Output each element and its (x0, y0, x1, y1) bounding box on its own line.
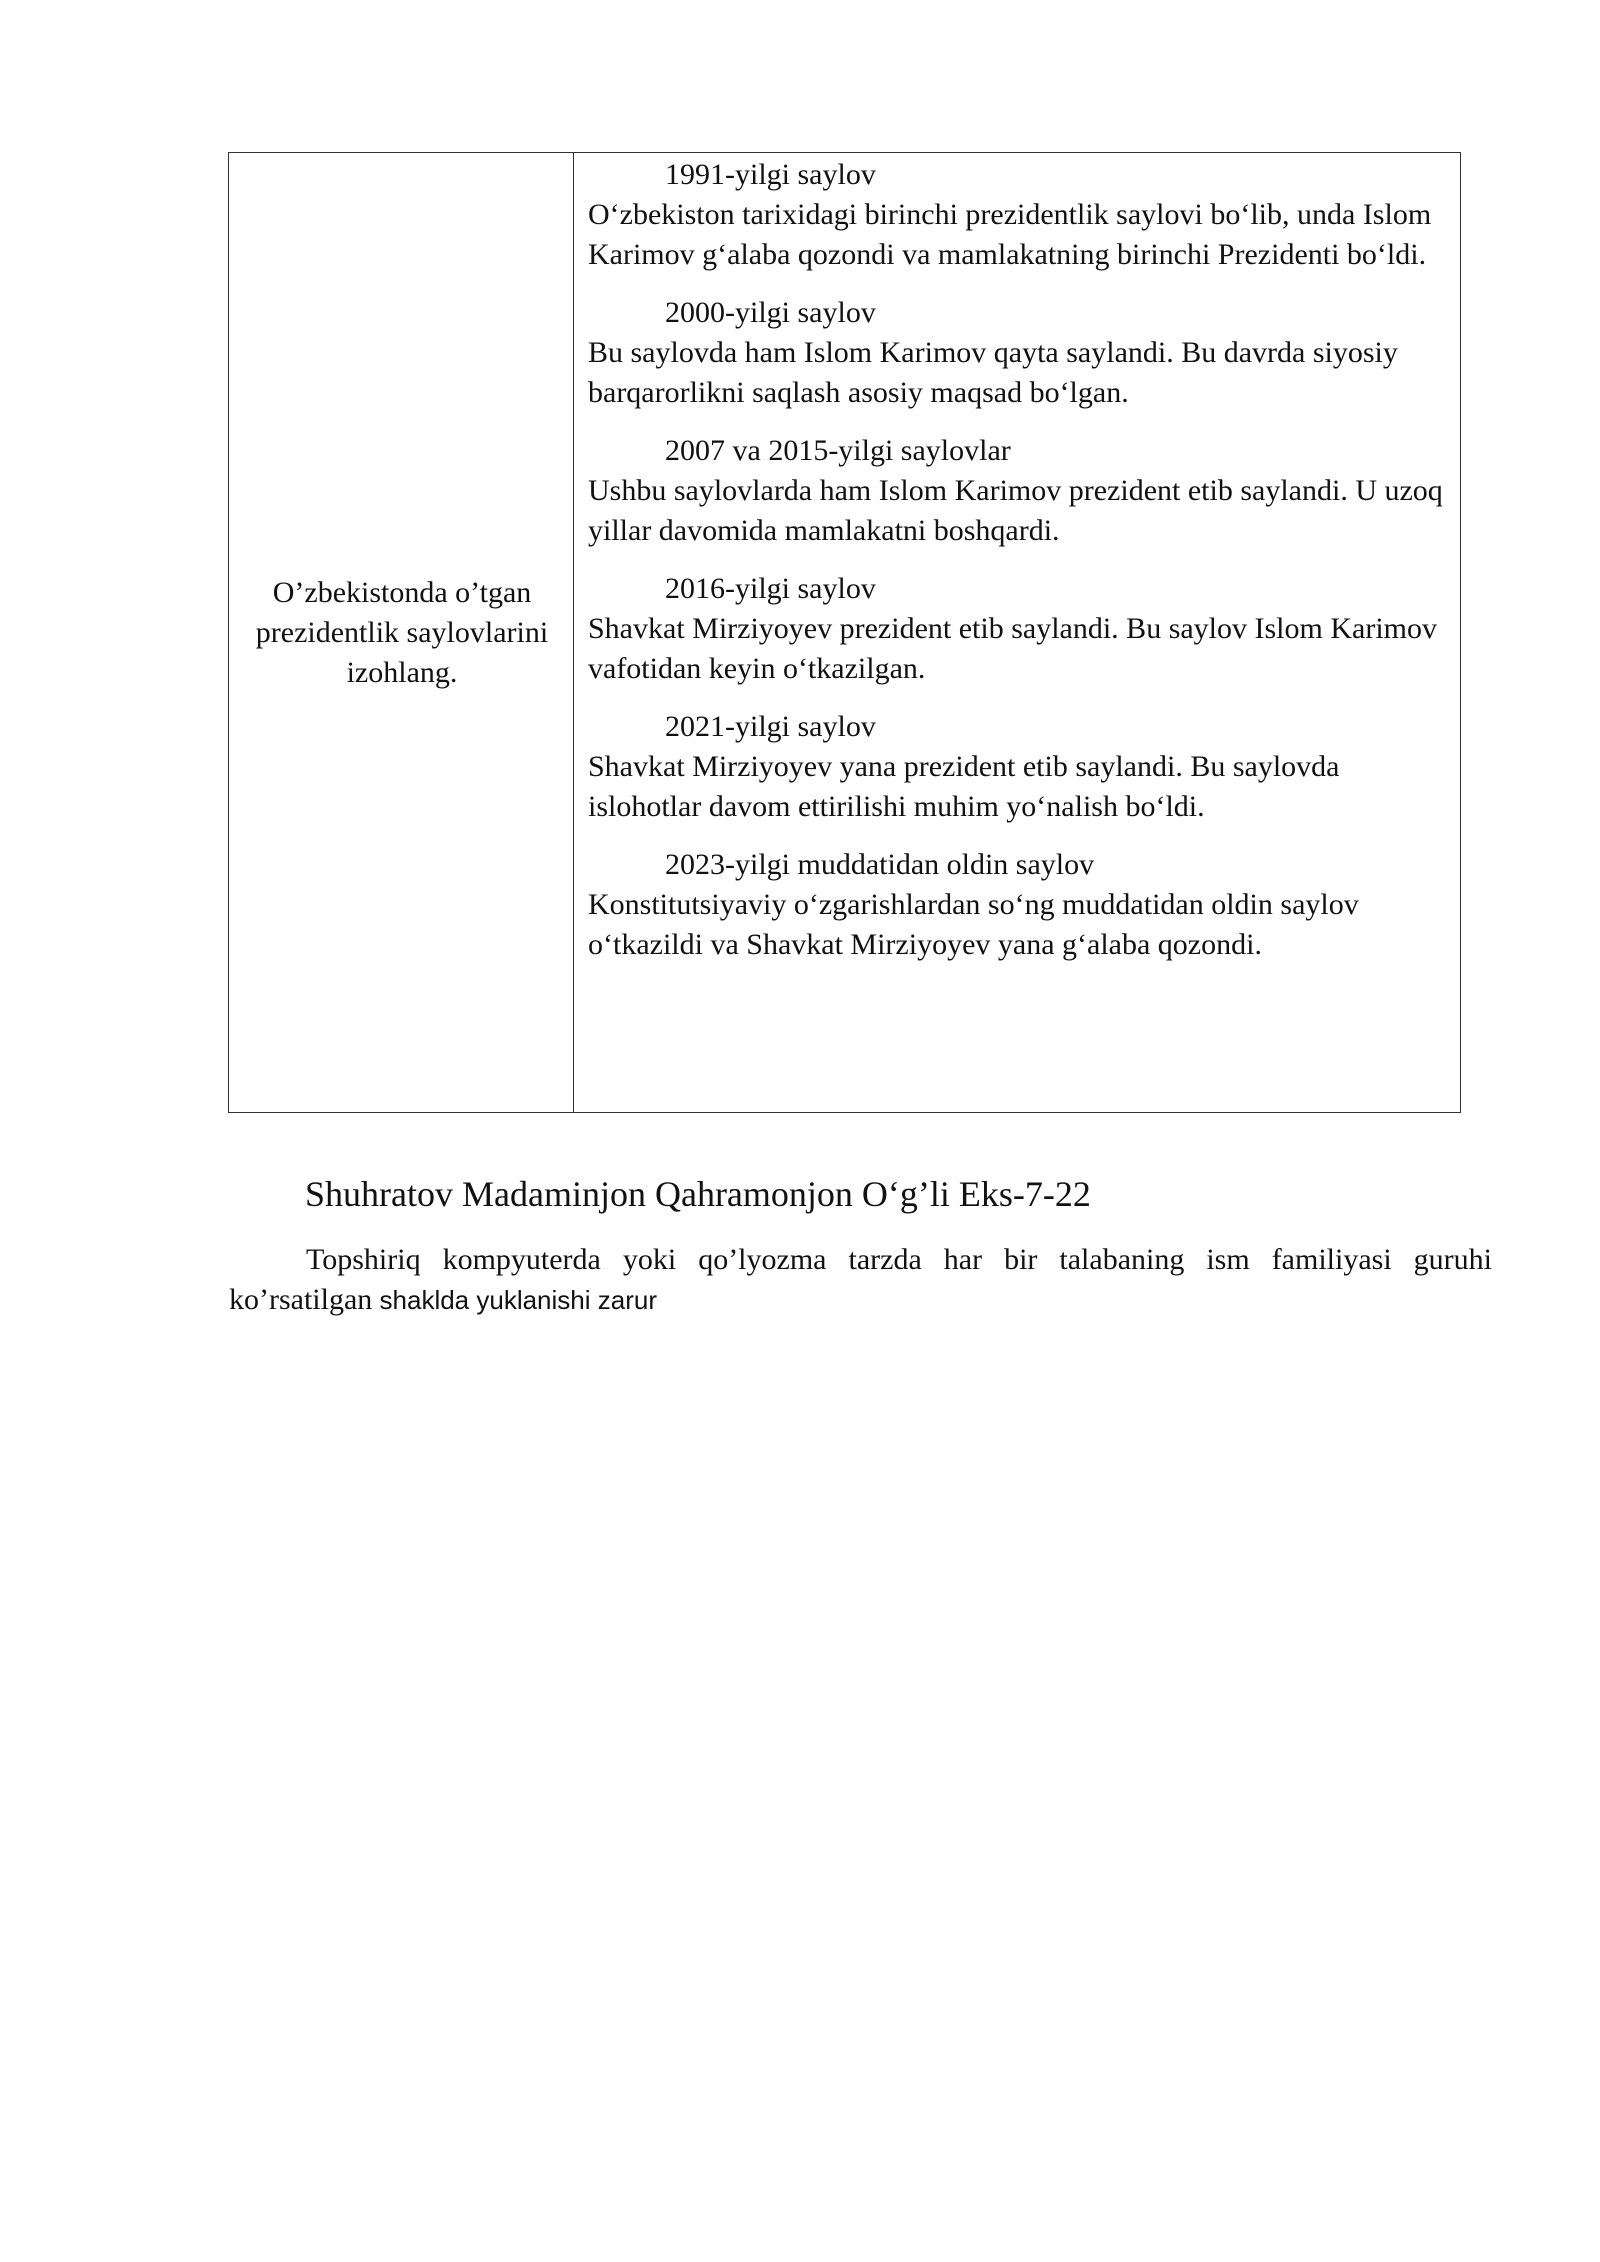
instruction-text-sans: shaklda yuklanishi zarur (372, 1285, 657, 1315)
election-body: Ushbu saylovlarda ham Islom Karimov prezident etib saylandi. U uzoq yillar davomida mamlakatni boshqardi. (588, 474, 1443, 547)
instruction-line: Topshiriq kompyuterda yoki qo’lyozma tarzda har bir talabaning ism familiyasi guruhi (306, 1243, 1492, 1276)
election-heading: 1991-yilgi saylov (665, 158, 876, 191)
election-body: Konstitutsiyaviy o‘zgarishlardan so‘ng muddatidan oldin saylov o‘tkazildi va Shavkat Mirziyoyev yana g‘alaba qozondi. (588, 888, 1359, 961)
question-text: O’zbekistonda o’tgan prezidentlik saylovlarini izohlang. (255, 575, 549, 689)
instruction-text-serif: ko’rsatilgan (229, 1283, 373, 1316)
election-body: Bu saylovda ham Islom Karimov qayta saylandi. Bu davrda siyosiy barqarorlikni saqlash asosiy maqsad bo‘lgan. (588, 336, 1398, 409)
election-heading: 2021-yilgi saylov (665, 710, 876, 743)
election-body: Shavkat Mirziyoyev prezident etib saylandi. Bu saylov Islom Karimov vafotidan keyin o‘tkazilgan. (588, 612, 1437, 685)
election-entry (588, 845, 1446, 965)
election-entry (588, 293, 1446, 413)
election-body: Shavkat Mirziyoyev yana prezident etib saylandi. Bu saylovda islohotlar davom ettirilishi muhim yo‘nalish bo‘ldi. (588, 750, 1340, 823)
question-cell (229, 153, 574, 1113)
instruction-line (229, 1280, 1492, 1320)
election-heading: 2016-yilgi saylov (665, 572, 876, 605)
election-heading: 2000-yilgi saylov (665, 296, 876, 329)
election-entry (588, 431, 1446, 551)
table-row (229, 153, 1461, 1113)
answers-cell (574, 153, 1461, 1113)
election-heading: 2007 va 2015-yilgi saylovlar (665, 434, 1011, 467)
answer-table (228, 152, 1461, 1113)
election-heading: 2023-yilgi muddatidan oldin saylov (665, 848, 1095, 881)
election-entry (588, 569, 1446, 689)
student-signature: Shuhratov Madaminjon Qahramonjon O‘g’li Eks-7-22 (305, 1174, 1091, 1214)
election-entry (588, 707, 1446, 827)
election-body: O‘zbekiston tarixidagi birinchi prezidentlik saylovi bo‘lib, unda Islom Karimov g‘alaba qozondi va mamlakatning birinchi Prezidenti bo‘ldi. (588, 198, 1432, 271)
election-entry (588, 155, 1446, 275)
instruction-paragraph (229, 1240, 1492, 1320)
